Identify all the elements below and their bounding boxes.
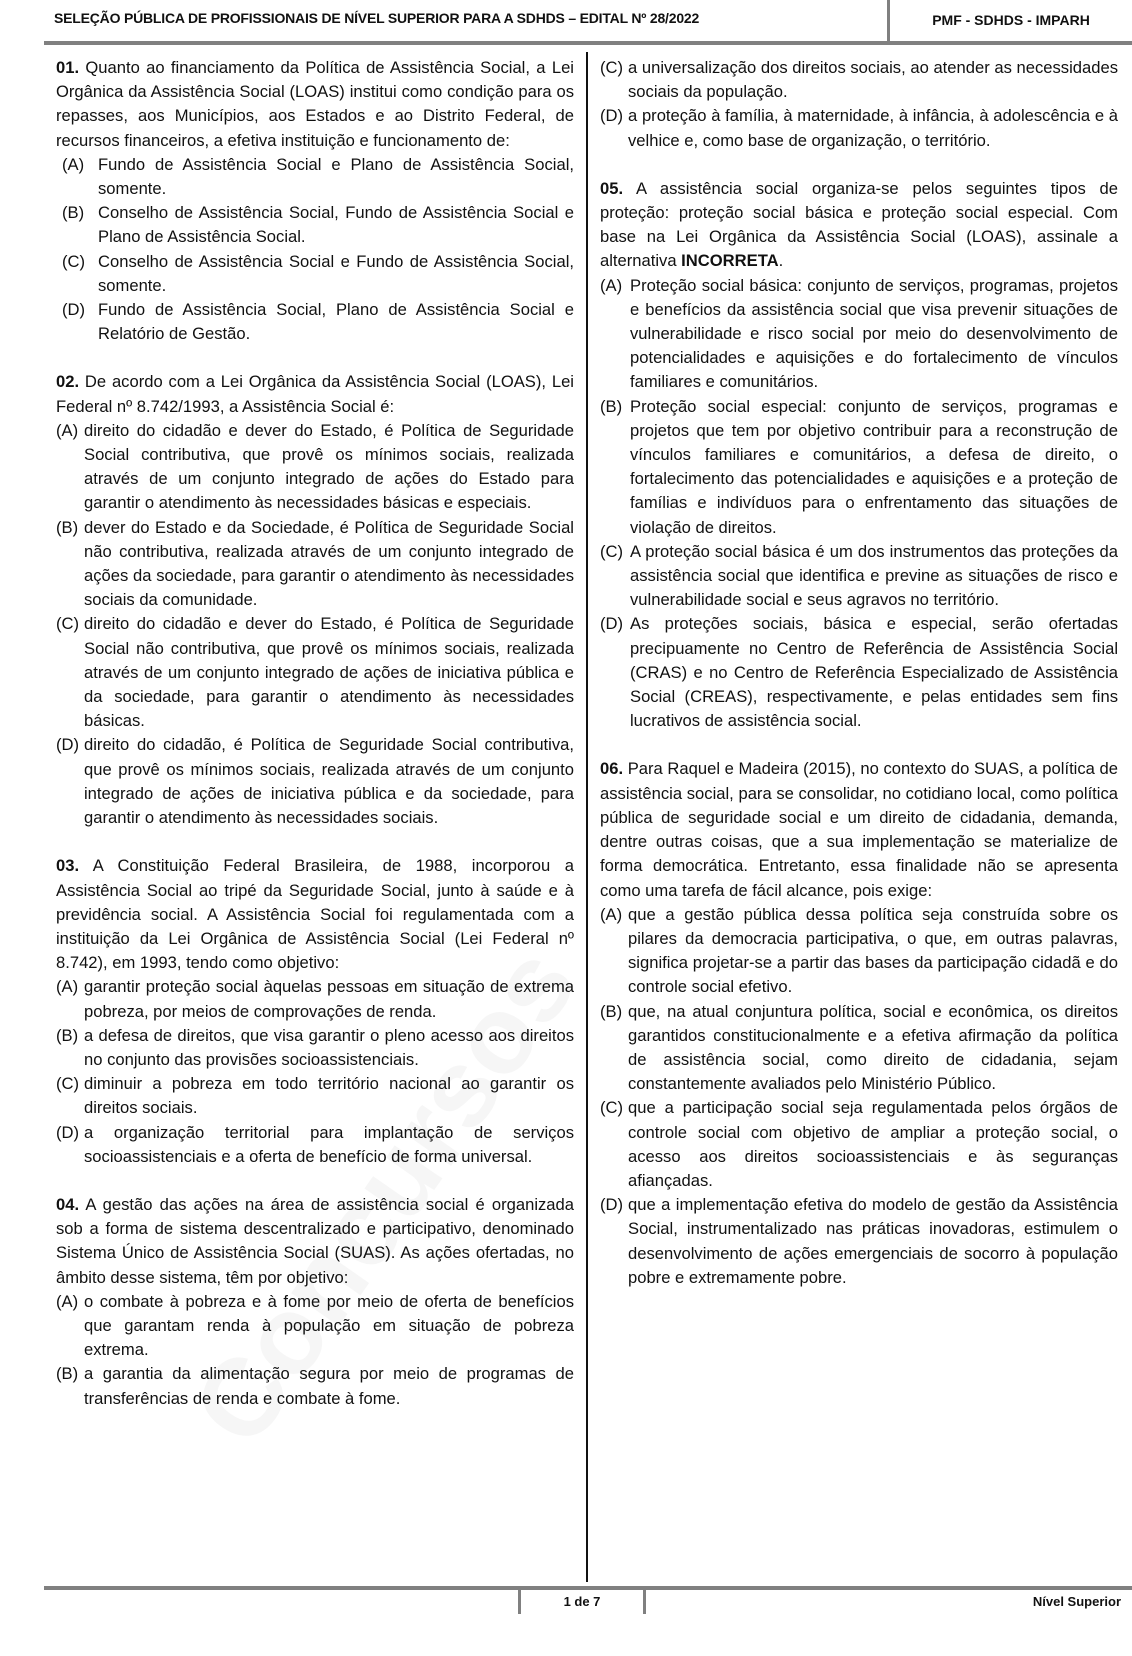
emphasis-incorreta: INCORRETA	[681, 251, 779, 271]
question-stem: 01. Quanto ao financiamento da Política de Assistência Social, a Lei Orgânica da Assistência Social (LOAS) institui como condição para os repasses, aos Municípios, aos Estados e ao Distrito Federal, de recursos financeiros, a efetiva instituição e funcionamento de:	[56, 58, 574, 150]
question-04	[56, 1193, 574, 1411]
column-divider	[586, 52, 588, 1582]
question-number: 02.	[56, 372, 80, 392]
question-01	[56, 56, 574, 346]
question-03	[56, 854, 574, 1169]
options-list	[56, 975, 574, 1169]
page-number: 1 de 7	[563, 1594, 601, 1609]
option-c[interactable]: (C) direito do cidadão e dever do Estado, é Política de Seguridade Social não contributiva, que provê os mínimos sociais, realizada através de um conjunto integrado de ações de iniciativa pública e da sociedade, para garantir o atendimento às necessidades básicas.	[56, 614, 574, 731]
option-d[interactable]: (D) Fundo de Assistência Social, Plano de Assistência Social e Relatório de Gestão.	[62, 300, 574, 344]
option-a[interactable]: (A) que a gestão pública dessa política seja construída sobre os pilares da democracia participativa, o que, em outras palavras, significa projetar-se a partir das bases da participação cidadã e do controle social efetivo.	[600, 904, 1118, 997]
options-list	[56, 1290, 574, 1411]
option-c[interactable]: (C) A proteção social básica é um dos instrumentos das proteções da assistência social que identifica e previne as situações de risco e vulnerabilidade social e seus agravos no território.	[600, 541, 1118, 610]
question-number: 03.	[56, 856, 80, 876]
options-list	[56, 153, 574, 347]
options-list	[600, 903, 1118, 1290]
option-d[interactable]: (D) a proteção à família, à maternidade, à infância, à adolescência e à velhice e, como base de organização, o território.	[600, 106, 1118, 150]
question-number: 04.	[56, 1194, 80, 1214]
option-a[interactable]: (A) direito do cidadão e dever do Estado, é Política de Seguridade Social contributiva, que provê os mínimos sociais, realizada através de um conjunto integrado de ações do Estado para garantir o atendimento às necessidades básicas e especiais.	[56, 420, 574, 513]
question-number: 06.	[600, 759, 624, 779]
option-b[interactable]: (B) dever do Estado e da Sociedade, é Política de Seguridade Social não contributiva, realizada através de um conjunto integrado de ações da sociedade, para garantir o atendimento às necessidades sociais da comunidade.	[56, 517, 574, 610]
exam-title: SELEÇÃO PÚBLICA DE PROFISSIONAIS DE NÍVEL SUPERIOR PARA A SDHDS – EDITAL Nº 28/2022	[54, 10, 700, 26]
question-number: 01.	[56, 58, 80, 77]
option-b[interactable]: (B) Conselho de Assistência Social, Fundo de Assistência Social e Plano de Assistência Social.	[62, 203, 574, 247]
option-d[interactable]: (D) As proteções sociais, básica e especial, serão ofertadas precipuamente no Centro de Referência de Assistência Social (CRAS) e no Centro de Referência Especializado de Assistência Social (CREAS), respectivamente, e pelas entidades sem fins lucrativos de assistência social.	[600, 614, 1118, 731]
option-c[interactable]: (C) Conselho de Assistência Social e Fundo de Assistência Social, somente.	[62, 251, 574, 295]
option-a[interactable]: (A) Proteção social básica: conjunto de serviços, programas, projetos e benefícios da assistência social que visa prevenir situações de vulnerabilidade e risco social por meio do desenvolvimento de potencialidades e aquisições e do fortalecimento de vínculos familiares e comunitários.	[600, 275, 1118, 392]
footer-rule	[44, 1586, 1132, 1590]
exam-level: Nível Superior	[1032, 1594, 1121, 1609]
option-d[interactable]: (D) a organização territorial para implantação de serviços socioassistenciais e a oferta de benefício de forma universal.	[56, 1122, 574, 1166]
option-b[interactable]: (B) a garantia da alimentação segura por meio de programas de transferências de renda e combate à fome.	[56, 1364, 574, 1408]
question-06	[600, 757, 1118, 1289]
question-number: 05.	[600, 178, 624, 198]
question-04-continued	[600, 56, 1118, 153]
option-b[interactable]: (B) que, na atual conjuntura política, social e econômica, os direitos garantidos constitucionalmente e a efetiva afirmação da política de assistência social, como direito de cidadania, sejam constantemente avaliados pelo Ministério Público.	[600, 1001, 1118, 1094]
option-a[interactable]: (A) Fundo de Assistência Social e Plano de Assistência Social, somente.	[62, 154, 574, 199]
left-column	[56, 56, 574, 1435]
options-list	[600, 56, 1118, 153]
option-d[interactable]: (D) direito do cidadão, é Política de Seguridade Social contributiva, que provê os mínimos sociais, realizada através de um conjunto integrado de ações de iniciativa pública e da sociedade, para garantir o atendimento às necessidades sociais.	[56, 735, 574, 828]
option-d[interactable]: (D) que a implementação efetiva do modelo de gestão da Assistência Social, instrumentalizado nas práticas inovadoras, estimulem o desenvolvimento de ações emergenciais de socorro à população pobre e extremamente pobre.	[600, 1195, 1118, 1287]
option-b[interactable]: (B) a defesa de direitos, que visa garantir o pleno acesso aos direitos no conjunto das provisões socioassistenciais.	[56, 1025, 574, 1069]
question-05	[600, 177, 1118, 734]
header-rule	[44, 41, 1132, 45]
footer-divider-right	[643, 1590, 646, 1614]
option-b[interactable]: (B) Proteção social especial: conjunto de serviços, programas e projetos que tem por objetivo contribuir para a reconstrução de vínculos familiares e comunitários, a defesa de direito, o fortalecimento das potencialidades e aquisições e a proteção de famílias e indivíduos para o enfrentamento das situações de violação de direitos.	[600, 396, 1118, 537]
question-stem: 04. A gestão das ações na área de assistência social é organizada sob a forma de sistema descentralizado e participativo, denominado Sistema Único de Assistência Social (SUAS). As ações ofertadas, no âmbito desse sistema, têm por objetivo:	[56, 1194, 574, 1287]
page-header	[44, 0, 1132, 44]
question-stem: 06. Para Raquel e Madeira (2015), no contexto do SUAS, a política de assistência social, para se consolidar, no cotidiano local, como política pública de seguridade social e um direito de cidadania, demanda, dentre outras coisas, que a sua implementação se materialize de forma democrática. Entretanto, essa finalidade não se apresenta como uma tarefa de fácil alcance, pois exige:	[600, 759, 1118, 900]
question-02	[56, 370, 574, 830]
options-list	[600, 274, 1118, 734]
question-stem: 03. A Constituição Federal Brasileira, de 1988, incorporou a Assistência Social ao tripé da Seguridade Social, junto à saúde e à previdência social. A Assistência Social foi regulamentada com a instituição da Lei Orgânica de Assistência Social (Lei Federal nº 8.742), em 1993, tendo como objetivo:	[56, 856, 574, 973]
right-column	[600, 56, 1118, 1314]
question-stem: 05. A assistência social organiza-se pelos seguintes tipos de proteção: proteção social básica e proteção social especial. Com base na Lei Orgânica da Assistência Social (LOAS), assinale a alternativa INCORRETA.	[600, 178, 1118, 271]
option-c[interactable]: (C) diminuir a pobreza em todo território nacional ao garantir os direitos sociais.	[56, 1074, 574, 1118]
exam-organization: PMF - SDHDS - IMPARH	[932, 12, 1090, 28]
question-stem: 02. De acordo com a Lei Orgânica da Assistência Social (LOAS), Lei Federal nº 8.742/1993, a Assistência Social é:	[56, 372, 574, 416]
option-a[interactable]: (A) o combate à pobreza e à fome por meio de oferta de benefícios que garantam renda à população em situação de pobreza extrema.	[56, 1291, 574, 1360]
option-c[interactable]: (C) a universalização dos direitos sociais, ao atender as necessidades sociais da população.	[600, 58, 1118, 102]
option-a[interactable]: (A) garantir proteção social àquelas pessoas em situação de extrema pobreza, por meios de comprovações de renda.	[56, 977, 574, 1021]
option-c[interactable]: (C) que a participação social seja regulamentada pelos órgãos de controle social com objetivo de ampliar a proteção social, o acesso aos direitos socioassistenciais e às seguranças afiançadas.	[600, 1098, 1118, 1190]
options-list	[56, 419, 574, 830]
